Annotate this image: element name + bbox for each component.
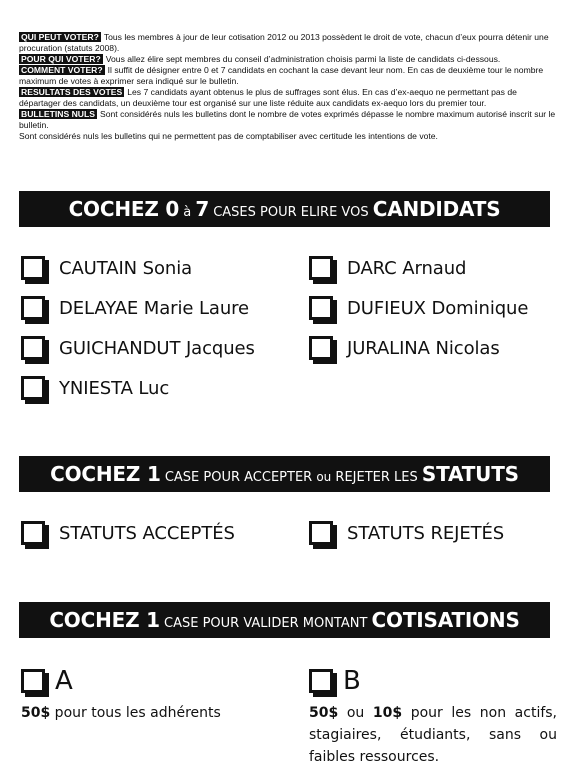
checkbox[interactable] [309, 336, 333, 360]
option-label: STATUTS REJETÉS [347, 522, 505, 544]
candidate-name: DARC Arnaud [347, 257, 467, 279]
cotisation-a-description [21, 702, 271, 724]
checkbox[interactable] [21, 521, 45, 545]
banner-bold: STATUTS [421, 462, 519, 486]
instruction-who-to-vote [19, 54, 559, 65]
checkbox[interactable] [21, 376, 45, 400]
candidate-name: GUICHANDUT Jacques [59, 337, 255, 359]
instruction-results [19, 87, 559, 109]
option-label: B [343, 666, 361, 696]
banner-small: REJETER LES [331, 470, 422, 485]
banner-bold: COCHEZ 0 [68, 197, 180, 221]
amount: 50$ [309, 705, 339, 721]
instruction-tag: COMMENT VOTER? [21, 65, 103, 75]
amount: 50$ [21, 705, 51, 721]
banner-bold: COCHEZ 1 [49, 608, 160, 632]
candidate-name: DELAYAE Marie Laure [59, 297, 250, 319]
cotisation-b-description [309, 702, 557, 768]
instruction-text: Il suffit de désigner entre 0 et 7 candidats en cochant la case devant leur nom. En cas de deuxième tour le nombre maximum de votes à exprimer sera indiqué sur le bulletin. [19, 65, 544, 86]
instruction-null-ballots-extra [19, 131, 559, 142]
banner-bold: COCHEZ 1 [50, 462, 161, 486]
checkbox[interactable] [309, 521, 333, 545]
candidate-option[interactable] [21, 296, 249, 320]
candidate-name: DUFIEUX Dominique [347, 297, 529, 319]
instruction-who-can-vote [19, 32, 559, 54]
cotisation-option-b[interactable] [309, 666, 361, 696]
checkbox[interactable] [309, 256, 333, 280]
checkbox[interactable] [309, 669, 333, 693]
instruction-tag: BULLETINS NULS [21, 109, 95, 119]
instruction-text: Les 7 candidats ayant obtenus le plus de suffrages sont élus. En cas d’ex-aequo ne permettant pas de départager des candidats, un deuxième tour est organisé sur une liste réduite aux candidats ex-aequo lors du premier tour. [19, 87, 517, 108]
amount: 10$ [372, 705, 403, 721]
description-text: pour les non actifs, stagiaires, étudiants, sans ou faibles ressources. [309, 705, 558, 765]
candidate-name: JURALINA Nicolas [347, 337, 500, 359]
banner-bold: COTISATIONS [371, 608, 520, 632]
instruction-text: Vous allez élire sept membres du conseil d’administration choisis parmi la liste de candidats ci-dessous. [105, 54, 501, 64]
statuts-accept-option[interactable] [21, 521, 235, 545]
instruction-text: Tous les membres à jour de leur cotisation 2012 ou 2013 possèdent le droit de vote, chacun d’eux pourra détenir une procuration (statuts 2008). [19, 32, 549, 53]
banner-small: ou [316, 470, 332, 484]
section-banner-statuts [19, 456, 550, 492]
section-banner-cotisations [19, 602, 550, 638]
banner-small: à [179, 205, 196, 220]
section-banner-candidats [19, 191, 550, 227]
banner-bold: 7 [195, 197, 210, 221]
banner-small: CASE POUR VALIDER MONTANT [159, 616, 372, 631]
checkbox[interactable] [309, 296, 333, 320]
instruction-text: Sont considérés nuls les bulletins qui ne permettent pas de comptabiliser avec certitude les intentions de vote. [19, 131, 438, 141]
banner-bold: CANDIDATS [372, 197, 501, 221]
description-text: ou [338, 705, 373, 721]
checkbox[interactable] [21, 296, 45, 320]
option-label: A [55, 666, 73, 696]
candidate-option[interactable] [309, 336, 500, 360]
instruction-tag: RESULTATS DES VOTES [21, 87, 123, 97]
instruction-how-to-vote [19, 65, 559, 87]
instruction-tag: QUI PEUT VOTER? [21, 32, 99, 42]
candidate-option[interactable] [21, 256, 192, 280]
instruction-text: Sont considérés nuls les bulletins dont le nombre de votes exprimés dépasse le nombre maximum autorisé inscrit sur le bulletin. [19, 109, 556, 130]
statuts-reject-option[interactable] [309, 521, 504, 545]
checkbox[interactable] [21, 336, 45, 360]
description-text: pour tous les adhérents [50, 705, 221, 721]
checkbox[interactable] [21, 669, 45, 693]
instruction-null-ballots [19, 109, 559, 131]
instruction-tag: POUR QUI VOTER? [21, 54, 101, 64]
candidate-name: CAUTAIN Sonia [59, 257, 193, 279]
checkbox[interactable] [21, 256, 45, 280]
cotisation-option-a[interactable] [21, 666, 73, 696]
banner-small: CASES POUR ELIRE VOS [209, 205, 373, 220]
candidate-option[interactable] [21, 336, 255, 360]
candidate-option[interactable] [309, 256, 466, 280]
banner-small: CASE POUR ACCEPTER [160, 470, 317, 485]
candidate-option[interactable] [309, 296, 528, 320]
voting-instructions [19, 32, 559, 142]
option-label: STATUTS ACCEPTÉS [59, 522, 235, 544]
candidate-option[interactable] [21, 376, 169, 400]
candidate-name: YNIESTA Luc [59, 377, 170, 399]
